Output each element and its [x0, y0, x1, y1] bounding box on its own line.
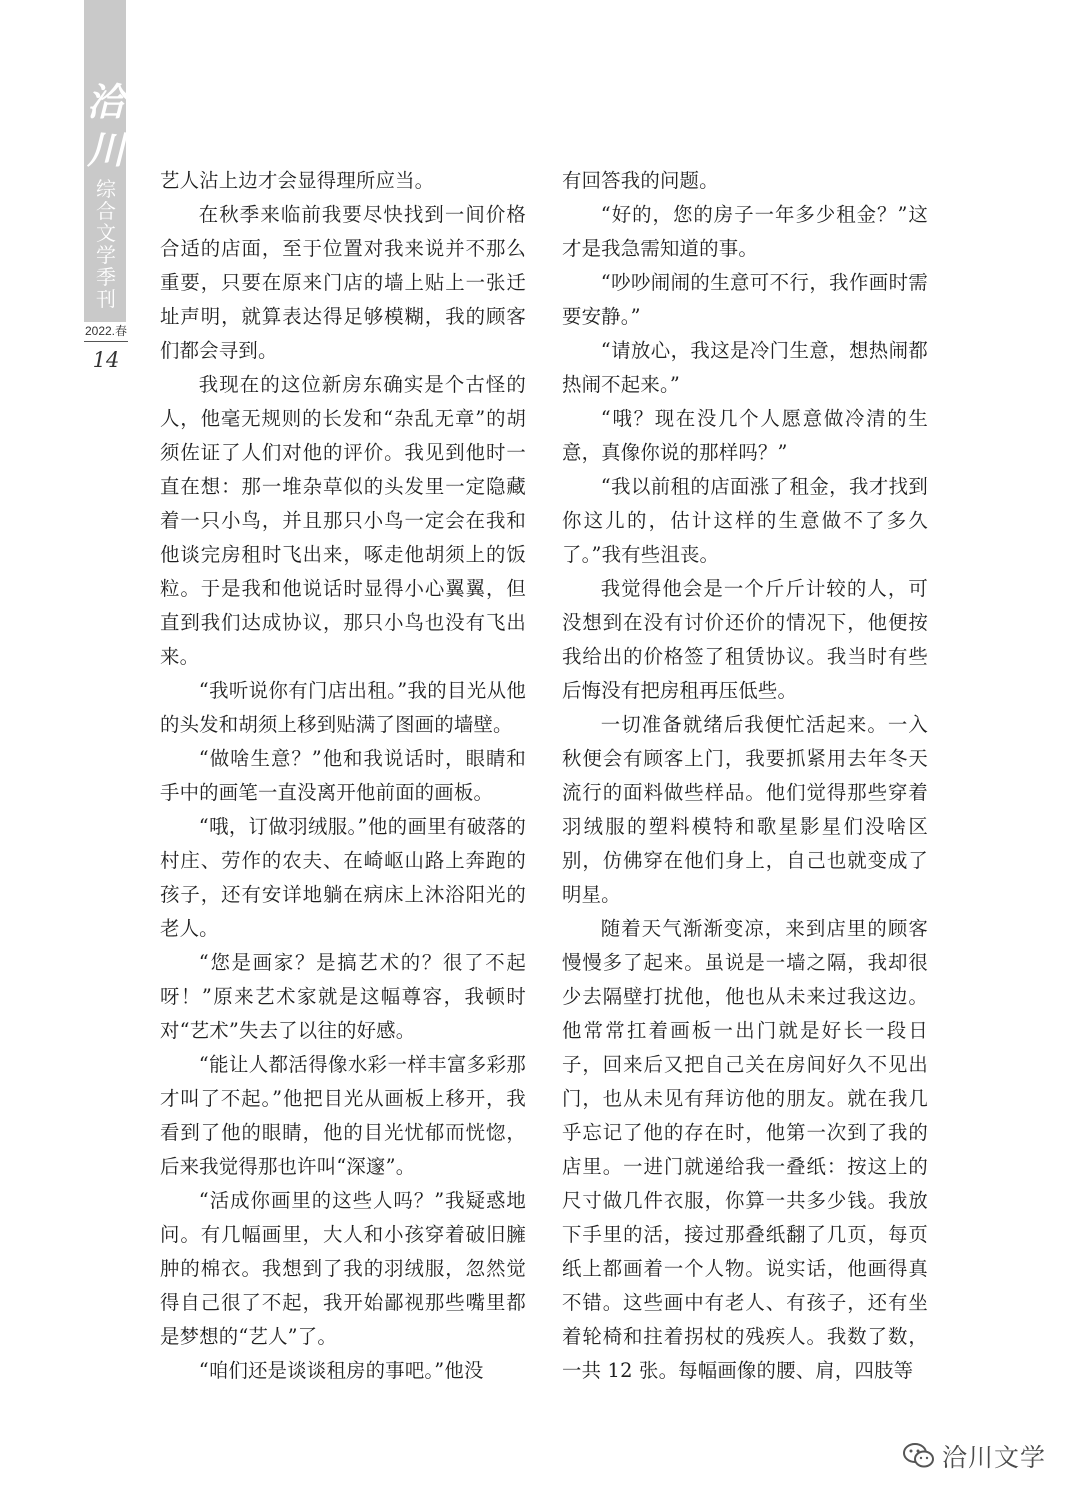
wechat-icon [902, 1442, 936, 1470]
paragraph: “我以前租的店面涨了租金，我才找到你这儿的，估计这样的生意做不了多久了。”我有些沮丧。 [562, 475, 928, 566]
paragraph: 我觉得他会是一个斤斤计较的人，可没想到在没有讨价还价的情况下，他便按我给出的价格签了租赁协议。我当时有些后悔没有把房租再压低些。 [562, 577, 928, 702]
magazine-subtitle-char: 文 [96, 221, 116, 245]
right-column [562, 164, 928, 1388]
magazine-subtitle [86, 178, 126, 310]
paragraph: “您是画家？是搞艺术的？很了不起呀！”原来艺术家就是这幅尊容，我顿时对“艺术”失去了以往的好感。 [160, 951, 526, 1042]
paragraph: “哦，订做羽绒服。”他的画里有破落的村庄、劳作的农夫、在崎岖山路上奔跑的孩子，还有安详地躺在病床上沐浴阳光的老人。 [160, 815, 526, 940]
paragraph: “哦？现在没几个人愿意做冷清的生意，真像你说的那样吗？” [562, 407, 928, 464]
magazine-subtitle-char: 合 [96, 199, 116, 223]
magazine-subtitle-char: 学 [96, 243, 116, 267]
paragraph: 随着天气渐渐变凉，来到店里的顾客慢慢多了起来。虽说是一墙之隔，我却很少去隔壁打扰他，他也从未来过我这边。他常常扛着画板一出门就是好长一段日子，回来后又把自己关在房间好久不见出门，也从未见有拜访他的朋友。就在我几乎忘记了他的存在时，他第一次到了我的店里。一进门就递给我一叠纸：按这上的尺寸做几件衣服，你算一共多少钱。我放下手里的活，接过那叠纸翻了几页，每页纸上都画着一个人物。说实话，他画得真不错。这些画中有老人、有孩子，还有坐着轮椅和拄着拐杖的残疾人。我数了数，一共 12 张。每幅画像的腰、肩，四肢等 [562, 917, 928, 1382]
magazine-title-char: 川 [86, 127, 125, 172]
magazine-subtitle-char: 综 [96, 177, 116, 201]
magazine-title [86, 78, 126, 174]
magazine-subtitle-char: 刊 [96, 287, 116, 311]
paragraph: “咱们还是谈谈租房的事吧。”他没 [198, 1359, 484, 1382]
paragraph: “活成你画里的这些人吗？”我疑惑地问。有几幅画里，大人和小孩穿着破旧臃肿的棉衣。我想到了我的羽绒服，忽然觉得自己很了不起，我开始鄙视那些嘴里都是梦想的“艺人”了。 [160, 1189, 526, 1348]
paragraph: “我听说你有门店出租。”我的目光从他的头发和胡须上移到贴满了图画的墙壁。 [160, 679, 526, 736]
magazine-subtitle-char: 季 [96, 265, 116, 289]
magazine-title-char: 洽 [86, 79, 125, 124]
left-column [160, 164, 526, 1388]
watermark-text: 洽川文学 [942, 1443, 1047, 1472]
page-number: 14 [92, 348, 120, 372]
paragraph: “请放心，我这是冷门生意，想热闹都热闹不起来。” [562, 339, 928, 396]
paragraph: 在秋季来临前我要尽快找到一间价格合适的店面，至于位置对我来说并不那么重要，只要在原来门店的墙上贴上一张迁址声明，就算表达得足够模糊，我的顾客们都会寻到。 [160, 203, 526, 362]
issue-label: 2022.春 [84, 322, 128, 342]
paragraph: 我现在的这位新房东确实是个古怪的人，他毫无规则的长发和“杂乱无章”的胡须佐证了人们对他的评价。我见到他时一直在想：那一堆杂草似的头发里一定隐藏着一只小鸟，并且那只小鸟一定会在我和他谈完房租时飞出来，啄走他胡须上的饭粒。于是我和他说话时显得小心翼翼，但直到我们达成协议，那只小鸟也没有飞出来。 [160, 373, 526, 668]
paragraph: “吵吵闹闹的生意可不行，我作画时需要安静。” [562, 271, 928, 328]
paragraph: “能让人都活得像水彩一样丰富多彩那才叫了不起。”他把目光从画板上移开，我看到了他的眼睛，他的目光忧郁而恍惚，后来我觉得那也许叫“深邃”。 [160, 1053, 526, 1178]
paragraph: 有回答我的问题。 [562, 169, 719, 192]
paragraph: “做啥生意？”他和我说话时，眼睛和手中的画笔一直没离开他前面的画板。 [160, 747, 526, 804]
paragraph: 艺人沾上边才会显得理所应当。 [160, 169, 435, 192]
paragraph: 一切准备就绪后我便忙活起来。一入秋便会有顾客上门，我要抓紧用去年冬天流行的面料做些样品。他们觉得那些穿着羽绒服的塑料模特和歌星影星们没啥区别，仿佛穿在他们身上，自己也就变成了明星。 [562, 713, 928, 906]
paragraph: “好的，您的房子一年多少租金？”这才是我急需知道的事。 [562, 203, 928, 260]
watermark [902, 1436, 1046, 1476]
